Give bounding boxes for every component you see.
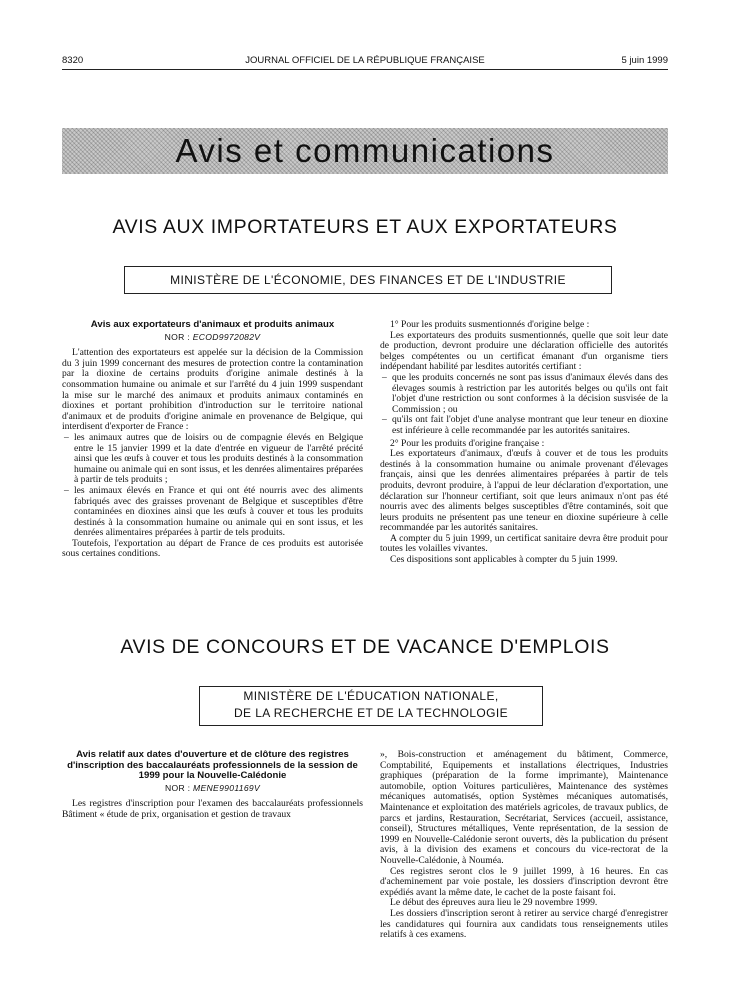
article-title: Avis relatif aux dates d'ouverture et de clôture des registres d'inscription des baccalauréats professionnels de la session de 1999 pour la Nouvelle-Calédonie bbox=[67, 749, 358, 782]
registres-paragraph-continued: », Bois-construction et aménagement du bâtiment, Commerce, Comptabilité, Equipements et installations électriques, Industries graphiques (préparation de la forme imprimante), Maintenance automobile, option Voitures particulières, Maintenance des systèmes mécaniques automatisés, option Systèmes mécaniques automatisés, Maintenance et exploitation des matériels agricoles, de travaux publics, de parcs et jardins, Restauration, Secrétariat, Services (accueil, assistance, conseil), Structures métalliques, Vente représentation, de la session de 1999 en Nouvelle-Calédonie seront ouverts, dès la publication du présent avis, à la division des examens et concours du vice-rectorat de la Nouvelle-Calédonie, à Nouméa. bbox=[380, 749, 668, 866]
ministry-name-line1: MINISTÈRE DE L'ÉDUCATION NATIONALE, bbox=[243, 689, 499, 703]
running-header bbox=[62, 55, 668, 69]
section-heading-concours: AVIS DE CONCOURS ET DE VACANCE D'EMPLOIS bbox=[120, 636, 610, 658]
cloture-paragraph: Ces registres seront clos le 9 juillet 1999, à 16 heures. En cas d'acheminement par voie postale, les dossiers d'inscription devront être expédiés avant la même date, le cachet de la poste faisant foi. bbox=[380, 865, 668, 898]
nor-reference bbox=[62, 332, 363, 343]
nor-label: NOR : bbox=[164, 782, 191, 793]
dossiers-paragraph: Les dossiers d'inscription seront à retirer au service chargé d'enregistrer les candidatures qui fournira aux candidats tous renseignements utiles relatifs à ces examens. bbox=[380, 907, 668, 941]
page-number: 8320 bbox=[62, 55, 84, 66]
column-right-export bbox=[380, 320, 668, 566]
banner-title: Avis et communications bbox=[175, 132, 555, 169]
header-rule bbox=[62, 69, 668, 70]
journal-title: JOURNAL OFFICIEL DE LA RÉPUBLIQUE FRANÇAISE bbox=[245, 55, 485, 66]
list-item: – qu'ils ont fait l'objet d'une analyse montrant que leur teneur en dioxine est inférieure à celle recommandée par les autorités sanitaires. bbox=[380, 415, 668, 436]
list-item: – les animaux élevés en France et qui ont été nourris avec des aliments fabriqués avec des graisses provenant de Belgique et susceptibles d'être contaminées en dioxines ainsi que les œufs à couver et tous les produits destinés à la consommation humaine ou animale qui en sont issus, et les denrées alimentaires préparées à partir de tels produits. bbox=[62, 486, 363, 539]
debut-paragraph: Le début des épreuves aura lieu le 29 novembre 1999. bbox=[390, 897, 598, 909]
list-item: – que les produits concernés ne sont pas issus d'animaux élevés dans des élevages soumis à restriction par les autorités belges ou qu'ils ont fait l'objet d'une restriction ou sont conformes à la décision susvisée de la Commission ; ou bbox=[380, 373, 668, 415]
nor-label: NOR : bbox=[164, 331, 191, 342]
ministry-name: MINISTÈRE DE L'ÉCONOMIE, DES FINANCES ET DE L'INDUSTRIE bbox=[170, 273, 566, 287]
compter-paragraph: A compter du 5 juin 1999, un certificat sanitaire devra être produit pour toutes les volailles vivantes. bbox=[380, 532, 668, 555]
ministry-box-economie bbox=[124, 266, 612, 294]
dispositions-paragraph: Ces dispositions sont applicables à compter du 5 juin 1999. bbox=[390, 554, 618, 566]
nor-code: ECOD9972082V bbox=[192, 331, 261, 342]
section-banner bbox=[62, 128, 668, 174]
belge-list bbox=[380, 373, 668, 437]
nor-code: MENE9901169V bbox=[193, 782, 261, 793]
column-left-export bbox=[62, 320, 363, 560]
ministry-box-education bbox=[199, 686, 543, 726]
column-left-concours bbox=[62, 750, 363, 821]
registres-paragraph: Les registres d'inscription pour l'examen des baccalauréats professionnels Bâtiment « étude de prix, organisation et gestion de travaux bbox=[62, 798, 363, 820]
belge-paragraph: Les exportateurs des produits susmentionnés, quelle que soit leur date de production, devront produire une déclaration officielle des autorités belges compétentes ou un certificat émanant d'un organisme tiers indépendant habilité par lesdites autorités certifiant : bbox=[380, 329, 668, 373]
nor-reference bbox=[62, 783, 363, 794]
francaise-heading: 2° Pour les produits d'origine française : bbox=[390, 437, 545, 449]
interdiction-list bbox=[62, 433, 363, 539]
column-right-concours bbox=[380, 750, 668, 941]
belge-heading: 1° Pour les produits susmentionnés d'origine belge : bbox=[390, 319, 590, 330]
intro-paragraph: L'attention des exportateurs est appelée sur la décision de la Commission du 3 juin 1999 concernant des mesures de protection contre la contamination par la dioxine de certains produits d'origine animale destinés à la consommation humaine ou animale et sur l'arrêté du 4 juin 1999 suspendant la mise sur le marché des animaux et produits animaux contaminés en dioxines et portant prohibition d'introduction sur le territoire national d'animaux et de produits d'origine animale en provenance de Belgique, qui interdisent d'exporter de France : bbox=[62, 347, 363, 433]
section-heading-importateurs: AVIS AUX IMPORTATEURS ET AUX EXPORTATEURS bbox=[112, 216, 618, 238]
toutefois-paragraph: Toutefois, l'exportation au départ de France de ces produits est autorisée sous certaines conditions. bbox=[62, 537, 363, 560]
list-item: – les animaux autres que de loisirs ou de compagnie élevés en Belgique entre le 15 janvier 1999 et la date d'entrée en vigueur de l'arrêté précité ainsi que les œufs à couver et tous les produits destinés à la consommation humaine ou animale qui en sont issus, et les denrées alimentaires préparées à partir de tels produits ; bbox=[62, 433, 363, 486]
francaise-paragraph: Les exportateurs d'animaux, d'œufs à couver et de tous les produits destinés à la consommation humaine ou animale provenant d'élevages français, ainsi que les denrées alimentaires préparées à partir de tels produits, devront produire, à l'appui de leur déclaration d'exportation, une déclaration sur l'honneur certifiant, soit que leurs animaux n'ont pas été nourris avec des aliments belges susceptibles d'être contaminés, soit que leurs produits ne présentent pas une teneur en dioxine supérieure à celle recommandée par les autorités sanitaires. bbox=[380, 448, 668, 534]
issue-date: 5 juin 1999 bbox=[621, 55, 668, 66]
article-title: Avis aux exportateurs d'animaux et produits animaux bbox=[90, 319, 335, 330]
ministry-name-line2: DE LA RECHERCHE ET DE LA TECHNOLOGIE bbox=[233, 706, 509, 720]
